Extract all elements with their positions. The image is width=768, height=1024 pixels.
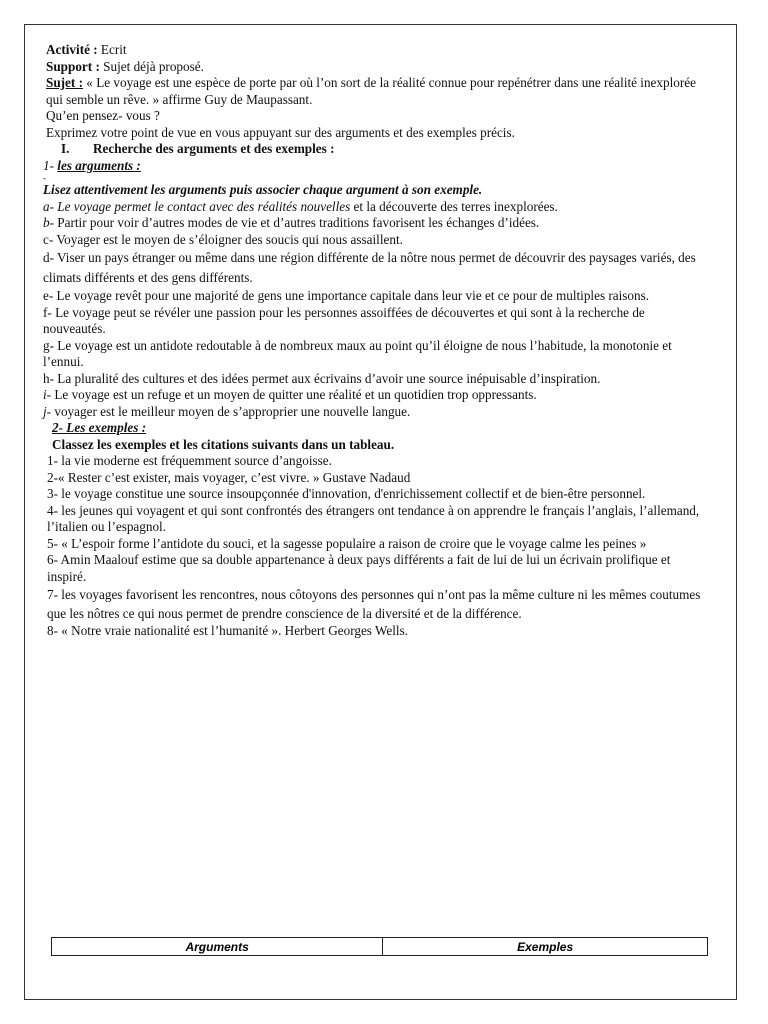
arguments-examples-table xyxy=(51,937,708,956)
argument-item xyxy=(43,387,706,404)
examples-list xyxy=(46,453,706,640)
argument-text: Le voyage est un refuge et un moyen de quitter une réalité et un quotidien trop oppressants. xyxy=(54,387,537,402)
argument-item xyxy=(43,338,706,371)
activity-value: Ecrit xyxy=(97,42,127,57)
argument-text: voyager est le meilleur moyen de s’approprier une nouvelle langue. xyxy=(54,403,411,419)
argument-letter: b- xyxy=(43,215,58,230)
support-label: Support : xyxy=(46,58,100,74)
argument-item xyxy=(43,199,706,216)
arguments-instruction: Lisez attentivement les arguments puis associer chaque argument à son exemple. xyxy=(43,182,483,197)
argument-text: et la découverte des terres inexplorées. xyxy=(350,198,558,214)
argument-text: Voyager est le moyen de s’éloigner des soucis qui nous assaillent. xyxy=(56,231,403,247)
argument-letter: j- xyxy=(43,403,55,419)
table-header-arguments: Arguments xyxy=(52,938,383,956)
support-line xyxy=(46,59,706,76)
argument-item xyxy=(43,288,706,305)
argument-text: La pluralité des cultures et des idées permet aux écrivains d’avoir une source inépuisable d’inspiration. xyxy=(57,370,601,386)
example-item: 7- les voyages favorisent les rencontres, nous côtoyons des personnes qui n’ont pas la même culture ni les mêmes coutumes que les nôtres ce qui nous permet de prendre conscience de la diversité et de la différence. xyxy=(47,587,701,621)
example-item: 3- le voyage constitue une source insoupçonnée d'innovation, d'enrichissement collectif et de bien-être personnel. xyxy=(47,486,646,501)
dash-mark: - xyxy=(43,173,46,183)
argument-letter: a- xyxy=(43,198,58,214)
subject-instruction: Exprimez votre point de vue en vous appuyant sur des arguments et des exemples précis. xyxy=(46,124,515,140)
example-item: 6- Amin Maalouf estime que sa double appartenance à deux pays différents a fait de lui de lui un écrivain prolifique et inspiré. xyxy=(47,552,671,584)
examples-instruction: Classez les exemples et les citations suivants dans un tableau. xyxy=(52,436,395,452)
argument-letter: g- xyxy=(43,337,58,353)
example-item: 8- « Notre vraie nationalité est l’humanité ». Herbert Georges Wells. xyxy=(47,623,408,638)
support-value: Sujet déjà proposé. xyxy=(99,58,204,74)
part1-numeral: I. xyxy=(61,141,70,156)
argument-letter: e- xyxy=(43,288,57,303)
argument-letter: h- xyxy=(43,370,58,386)
activity-line xyxy=(46,42,706,59)
part1-title: Recherche des arguments et des exemples : xyxy=(93,141,335,156)
arguments-sub-title: les arguments : xyxy=(57,157,141,173)
arguments-list xyxy=(43,199,706,421)
example-item: 4- les jeunes qui voyagent et qui sont confrontés des étrangers ont tendance à on apprendre le français l’anglais, l’allemand, l’italien ou l’espagnol. xyxy=(47,502,700,534)
argument-item xyxy=(43,215,706,232)
subject-label: Sujet : xyxy=(46,75,83,90)
arguments-subheading xyxy=(43,158,706,175)
argument-text: Le voyage est un antidote redoutable à de nombreux maux au point qu’il éloigne de nous l’habitude, la monotonie et l’ennui. xyxy=(43,337,672,369)
argument-item xyxy=(43,248,706,288)
argument-text: Le voyage peut se révéler une passion pour les personnes assoiffées de découvertes et qui sont à la recherche de nouveautés. xyxy=(43,304,645,336)
argument-letter: d- xyxy=(43,250,58,265)
subject-line xyxy=(46,75,706,108)
activity-label: Activité : xyxy=(46,42,98,57)
arguments-sub-number: 1- xyxy=(43,157,58,173)
example-item: 2-« Rester c’est exister, mais voyager, c’est vivre. » Gustave Nadaud xyxy=(47,469,411,485)
example-item: 1- la vie moderne est fréquemment source d’angoisse. xyxy=(47,453,332,468)
argument-text: Le voyage revêt pour une majorité de gens une importance capitale dans leur vie et ce pour de multiples raisons. xyxy=(56,288,650,303)
worksheet xyxy=(43,42,706,640)
argument-item xyxy=(43,404,706,421)
argument-text: Partir pour voir d’autres modes de vie et d’autres traditions favorisent les échanges d’idées. xyxy=(57,215,540,230)
argument-item xyxy=(43,371,706,388)
subject-question: Qu’en pensez- vous ? xyxy=(46,108,160,123)
argument-item xyxy=(43,305,706,338)
table-header-examples: Exemples xyxy=(383,938,708,956)
argument-letter: f- xyxy=(43,304,56,320)
argument-letter: i- xyxy=(43,387,55,402)
argument-item xyxy=(43,232,706,249)
argument-text: Viser un pays étranger ou même dans une région différente de la nôtre nous permet de découvrir des paysages variés, des climats différents et des gens différents. xyxy=(43,250,696,285)
subject-text: « Le voyage est une espèce de porte par où l’on sort de la réalité connue pour repénétrer dans une réalité inexplorée qui semble un rêve. » affirme Guy de Maupassant. xyxy=(46,75,696,107)
part1-heading xyxy=(46,141,706,158)
argument-italic-text: Le voyage permet le contact avec des réalités nouvelles xyxy=(57,198,351,214)
table-header-row xyxy=(52,938,708,956)
examples-heading: 2- Les exemples : xyxy=(52,420,147,435)
example-item: 5- « L’espoir forme l’antidote du souci, et la sagesse populaire a raison de croire que le voyage calme les peines » xyxy=(47,535,647,551)
argument-letter: c- xyxy=(43,231,57,247)
